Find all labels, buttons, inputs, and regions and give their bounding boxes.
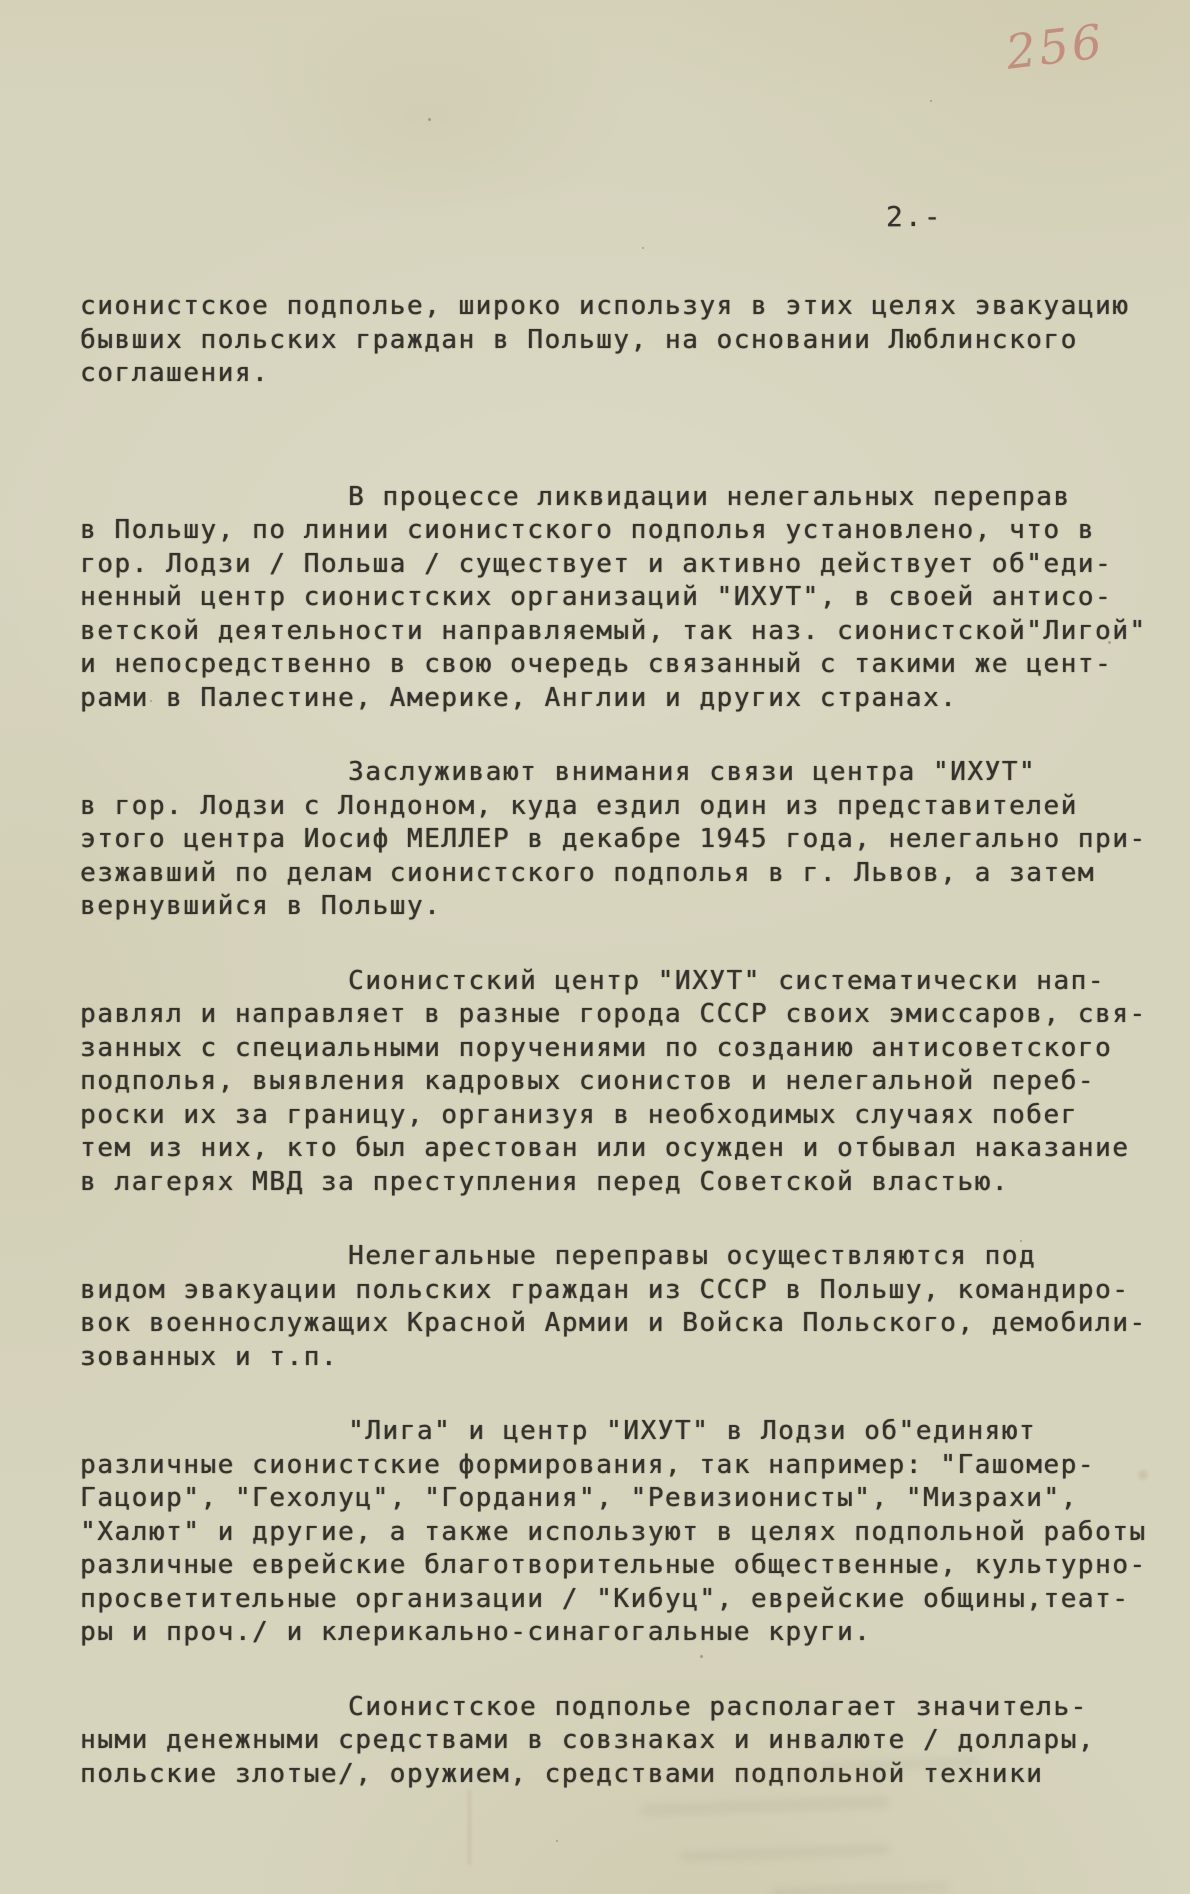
text-line: гор. Лодзи / Польша / существует и активно действует об"еди- bbox=[80, 548, 1113, 579]
text-line: в лагерях МВД за преступления перед Советской властью. bbox=[80, 1166, 1009, 1197]
paper-speck bbox=[556, 1840, 558, 1842]
text-line: занных с специальными поручениями по созданию антисоветского bbox=[80, 1032, 1113, 1063]
paragraph bbox=[80, 965, 1170, 1200]
paper-speck bbox=[1020, 1240, 1022, 1242]
text-line: роски их за границу, организуя в необходимых случаях побег bbox=[80, 1099, 1078, 1130]
paper-speck bbox=[1108, 641, 1111, 644]
text-line: "Халют" и другие, а также используют в целях подпольной работы bbox=[80, 1516, 1147, 1547]
paper-speck bbox=[700, 1655, 703, 1658]
text-line: польские злотые/, оружием, средствами подпольной техники bbox=[80, 1758, 1044, 1789]
text-line: В процессе ликвидации нелегальных переправ bbox=[348, 481, 1071, 512]
bleed-through-mark bbox=[680, 1844, 890, 1861]
paper-speck bbox=[642, 247, 644, 249]
text-line: видом эвакуации польских граждан из СССР в Польшу, командиро- bbox=[80, 1274, 1130, 1305]
text-line: тем из них, кто был арестован или осужден и отбывал наказание bbox=[80, 1133, 1130, 1163]
text-line: сионистское подполье, широко используя в этих целях эвакуацию bbox=[80, 291, 1130, 321]
page-number: 2.- bbox=[886, 200, 943, 233]
paper-speck bbox=[930, 100, 932, 102]
paper-fiber-stain bbox=[468, 1790, 471, 1865]
text-line: вок военнослужащих Красной Армии и Войска Польского, демобили- bbox=[80, 1308, 1147, 1338]
bleed-through-mark bbox=[770, 1882, 950, 1894]
handwritten-page-number: 256 bbox=[1003, 14, 1108, 81]
document-body bbox=[80, 290, 1170, 1832]
text-line: равлял и направляет в разные города СССР своих эмиссаров, свя- bbox=[80, 999, 1147, 1029]
paper-speck bbox=[428, 118, 431, 121]
paragraph bbox=[80, 1240, 1170, 1374]
text-line: в Польшу, по линии сионистского подполья установлено, что в bbox=[80, 515, 1095, 545]
text-line: езжавший по делам сионистского подполья в г. Львов, а затем bbox=[80, 857, 1095, 888]
text-line: бывших польских граждан в Польшу, на основании Люблинского bbox=[80, 324, 1078, 355]
text-line: различные еврейские благотворительные общественные, культурно- bbox=[80, 1550, 1147, 1580]
text-line: ветской деятельности направляемый, так наз. сионистской"Лигой" bbox=[80, 615, 1147, 646]
text-line: просветительные организации / "Кибуц", еврейские общины,теат- bbox=[80, 1583, 1130, 1614]
paper-stain bbox=[1138, 1470, 1148, 1480]
text-line: Сионистский центр "ИХУТ" систематически нап- bbox=[348, 965, 1105, 996]
text-line: Нелегальные переправы осуществляются под bbox=[348, 1241, 1037, 1271]
text-line: Заслуживают внимания связи центра "ИХУТ" bbox=[348, 757, 1037, 787]
text-line: вернувшийся в Польшу. bbox=[80, 891, 442, 921]
text-line: соглашения. bbox=[80, 358, 270, 388]
paper-speck bbox=[150, 700, 152, 702]
paragraph bbox=[80, 1691, 1170, 1792]
text-line: подполья, выявления кадровых сионистов и нелегальной переб- bbox=[80, 1066, 1095, 1096]
text-line: ры и проч./ и клерикально-синагогальные круги. bbox=[80, 1617, 872, 1647]
paragraph bbox=[80, 1415, 1170, 1650]
text-line: Сионистское подполье располагает значитель- bbox=[348, 1691, 1088, 1722]
paragraph bbox=[80, 756, 1170, 924]
text-line: ными денежными средствами в совзнаках и инвалюте / доллары, bbox=[80, 1725, 1095, 1755]
text-line: "Лига" и центр "ИХУТ" в Лодзи об"единяют bbox=[348, 1416, 1037, 1446]
text-line: в гор. Лодзи с Лондоном, куда ездил один из представителей bbox=[80, 790, 1078, 821]
text-line: различные сионистские формирования, так например: "Гашомер- bbox=[80, 1449, 1095, 1480]
paragraph bbox=[80, 481, 1170, 716]
text-line: этого центра Иосиф МЕЛЛЕР в декабре 1945 года, нелегально при- bbox=[80, 824, 1147, 854]
paragraph bbox=[80, 290, 1170, 391]
paper-speck bbox=[240, 1148, 242, 1150]
text-line: рами в Палестине, Америке, Англии и других странах. bbox=[80, 682, 958, 713]
text-line: Гацоир", "Гехолуц", "Гордания", "Ревизионисты", "Мизрахи", bbox=[80, 1483, 1078, 1513]
text-line: ненный центр сионистских организаций "ИХУТ", в своей антисо- bbox=[80, 582, 1113, 612]
text-line: и непосредственно в свою очередь связанный с такими же цент- bbox=[80, 649, 1113, 679]
text-line: зованных и т.п. bbox=[80, 1341, 339, 1372]
